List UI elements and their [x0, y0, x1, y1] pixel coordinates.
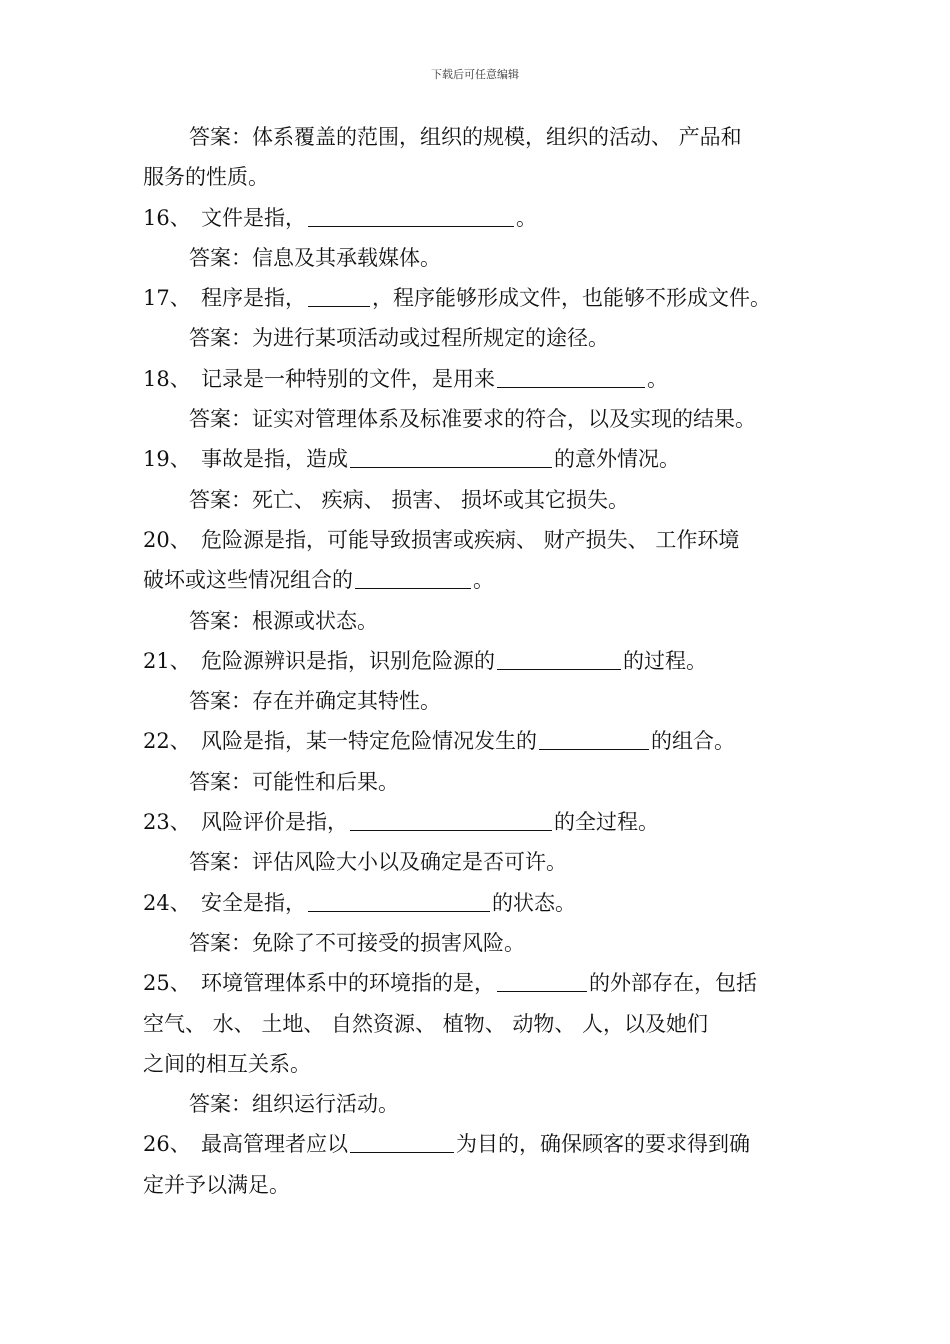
- fill-in-blank: [497, 970, 587, 992]
- text-line: [143, 560, 823, 600]
- line-text: 事故是指，造成: [201, 447, 348, 472]
- answer-line: [143, 399, 823, 439]
- line-text: 答案：证实对管理体系及标准要求的符合，以及实现的结果。: [189, 407, 756, 432]
- fill-in-blank: [308, 285, 370, 307]
- line-text-suffix: 的全过程。: [554, 810, 659, 835]
- line-text-suffix: 的外部存在，包括: [589, 971, 757, 996]
- line-text: 最高管理者应以: [201, 1132, 348, 1157]
- text-line: [143, 1165, 823, 1205]
- line-text: 答案：免除了不可接受的损害风险。: [189, 930, 525, 955]
- line-text: 空气、 水、 土地、 自然资源、 植物、 动物、 人，以及她们: [143, 1011, 709, 1036]
- text-line: [143, 1044, 823, 1084]
- line-text: 答案：死亡、 疾病、 损害、 损坏或其它损失。: [189, 487, 630, 512]
- line-text: 危险源是指，可能导致损害或疾病、 财产损失、 工作环境: [201, 527, 740, 552]
- question-line: [143, 278, 823, 318]
- line-text: 风险是指，某一特定危险情况发生的: [201, 729, 537, 754]
- line-text-suffix: 的意外情况。: [554, 447, 680, 472]
- answer-line: [143, 681, 823, 721]
- fill-in-blank: [350, 1131, 454, 1153]
- fill-in-blank: [539, 728, 649, 750]
- question-line: [143, 802, 823, 842]
- fill-in-blank: [350, 446, 552, 468]
- line-text: 程序是指，: [201, 286, 306, 311]
- question-line: [143, 359, 823, 399]
- answer-line: [143, 762, 823, 802]
- line-text: 答案：存在并确定其特性。: [189, 689, 441, 714]
- line-text: 危险源辨识是指，识别危险源的: [201, 648, 495, 673]
- answer-line: [143, 923, 823, 963]
- question-number: 16、: [143, 205, 191, 230]
- line-text: 答案：为进行某项活动或过程所规定的途径。: [189, 326, 609, 351]
- question-line: [143, 198, 823, 238]
- line-text: 安全是指，: [201, 890, 306, 915]
- line-text-suffix: ，程序能够形成文件，也能够不形成文件。: [372, 286, 771, 311]
- line-text-suffix: 的过程。: [623, 648, 707, 673]
- question-number: 19、: [143, 447, 191, 472]
- question-line: [143, 439, 823, 479]
- question-line: [143, 721, 823, 761]
- line-text: 答案：评估风险大小以及确定是否可许。: [189, 850, 567, 875]
- answer-line: [143, 480, 823, 520]
- line-text: 答案：信息及其承载媒体。: [189, 245, 441, 270]
- question-line: [143, 1124, 823, 1164]
- line-text: 风险评价是指，: [201, 810, 348, 835]
- question-line: [143, 963, 823, 1003]
- question-number: 23、: [143, 810, 191, 835]
- line-text: 文件是指，: [201, 205, 306, 230]
- line-text-suffix: 的组合。: [651, 729, 735, 754]
- fill-in-blank: [497, 366, 645, 388]
- line-text-suffix: 为目的，确保顾客的要求得到确: [456, 1132, 750, 1157]
- line-text: 答案：根源或状态。: [189, 608, 378, 633]
- answer-line: [143, 1084, 823, 1124]
- line-text: 答案：可能性和后果。: [189, 769, 399, 794]
- question-number: 25、: [143, 971, 191, 996]
- question-number: 18、: [143, 366, 191, 391]
- fill-in-blank: [355, 567, 471, 589]
- question-number: 24、: [143, 890, 191, 915]
- line-text: 服务的性质。: [143, 165, 269, 190]
- document-body: [143, 117, 823, 1205]
- line-text-suffix: 。: [647, 366, 668, 391]
- page-header: 下载后可任意编辑: [431, 68, 519, 81]
- answer-line: [143, 318, 823, 358]
- question-line: [143, 883, 823, 923]
- question-number: 22、: [143, 729, 191, 754]
- line-text: 答案：体系覆盖的范围，组织的规模，组织的活动、 产品和: [189, 125, 742, 149]
- line-text: 破坏或这些情况组合的: [143, 568, 353, 593]
- line-text: 定并予以满足。: [143, 1172, 290, 1197]
- question-number: 17、: [143, 286, 191, 311]
- question-line: [143, 520, 823, 560]
- question-number: 20、: [143, 527, 191, 552]
- text-line: [143, 157, 823, 197]
- answer-line: [143, 601, 823, 641]
- fill-in-blank: [350, 809, 552, 831]
- line-text-suffix: 。: [473, 568, 494, 593]
- line-text: 记录是一种特别的文件，是用来: [201, 366, 495, 391]
- line-text: 答案：组织运行活动。: [189, 1092, 399, 1117]
- fill-in-blank: [308, 890, 490, 912]
- question-number: 26、: [143, 1132, 191, 1157]
- line-text: 之间的相互关系。: [143, 1051, 311, 1076]
- line-text: 环境管理体系中的环境指的是，: [201, 971, 495, 996]
- text-line: [143, 1004, 823, 1044]
- fill-in-blank: [497, 648, 621, 670]
- question-line: [143, 641, 823, 681]
- fill-in-blank: [308, 205, 514, 227]
- line-text-suffix: 。: [516, 205, 537, 230]
- answer-line: [143, 842, 823, 882]
- question-number: 21、: [143, 648, 191, 673]
- answer-line: [143, 117, 823, 157]
- line-text-suffix: 的状态。: [492, 890, 576, 915]
- answer-line: [143, 238, 823, 278]
